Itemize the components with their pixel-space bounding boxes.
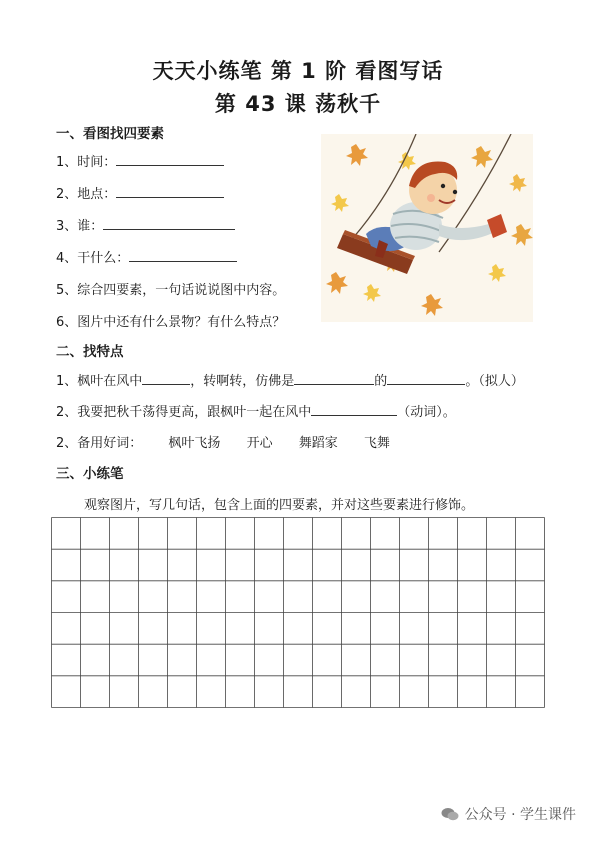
question-label: 2、地点： bbox=[56, 187, 117, 202]
answer-blank[interactable] bbox=[103, 217, 235, 230]
question-verb bbox=[56, 401, 456, 420]
question-label: 4、干什么： bbox=[56, 251, 130, 266]
answer-blank[interactable] bbox=[311, 403, 397, 416]
lesson-title: 第 43 课 荡秋千 bbox=[214, 92, 382, 116]
question-label: 1、时间： bbox=[56, 155, 117, 170]
answer-blank[interactable] bbox=[294, 372, 374, 385]
question-label: 3、谁： bbox=[56, 219, 104, 234]
answer-blank[interactable] bbox=[387, 372, 465, 385]
good-words-row bbox=[56, 432, 412, 451]
good-word: 飞舞 bbox=[363, 436, 390, 451]
good-word: 枫叶飞扬 bbox=[168, 436, 221, 451]
section3-heading: 三、小练笔 bbox=[56, 466, 124, 482]
sentence-part: 。（拟人） bbox=[465, 374, 524, 389]
question-maple-personification bbox=[56, 370, 524, 389]
sentence-part: 的 bbox=[374, 374, 388, 389]
section2-heading: 二、找特点 bbox=[56, 344, 124, 360]
writing-instruction: 观察图片，写几句话，包含上面的四要素，并对这些要素进行修饰。 bbox=[84, 498, 475, 513]
question-place bbox=[56, 183, 224, 202]
writing-grid[interactable] bbox=[51, 517, 545, 708]
watermark bbox=[441, 804, 576, 824]
answer-blank[interactable] bbox=[116, 185, 224, 198]
good-words-label: 2、备用好词： bbox=[56, 436, 143, 451]
sentence-part: 2、我要把秋千荡得更高，跟枫叶一起在风中 bbox=[56, 405, 312, 420]
answer-blank[interactable] bbox=[129, 249, 237, 262]
sentence-part: ，转啊转，仿佛是 bbox=[190, 374, 295, 389]
question-time bbox=[56, 151, 224, 170]
sentence-part: 1、枫叶在风中 bbox=[56, 374, 143, 389]
question-doing bbox=[56, 247, 237, 266]
swing-illustration bbox=[321, 134, 533, 322]
question-summary: 5、综合四要素，一句话说说图中内容。 bbox=[56, 283, 286, 298]
sentence-part: （动词）。 bbox=[397, 405, 456, 420]
worksheet-title: 天天小练笔 第 1 阶 看图写话 bbox=[152, 59, 444, 83]
section1-heading: 一、看图找四要素 bbox=[56, 126, 164, 142]
answer-blank[interactable] bbox=[116, 153, 224, 166]
question-who bbox=[56, 215, 235, 234]
answer-blank[interactable] bbox=[142, 372, 190, 385]
watermark-text: 公众号 · 学生课件 bbox=[464, 807, 576, 823]
question-scenery: 6、图片中还有什么景物？有什么特点？ bbox=[56, 315, 286, 330]
good-word: 舞蹈家 bbox=[298, 436, 338, 451]
good-word: 开心 bbox=[246, 436, 273, 451]
wechat-icon bbox=[441, 807, 459, 821]
